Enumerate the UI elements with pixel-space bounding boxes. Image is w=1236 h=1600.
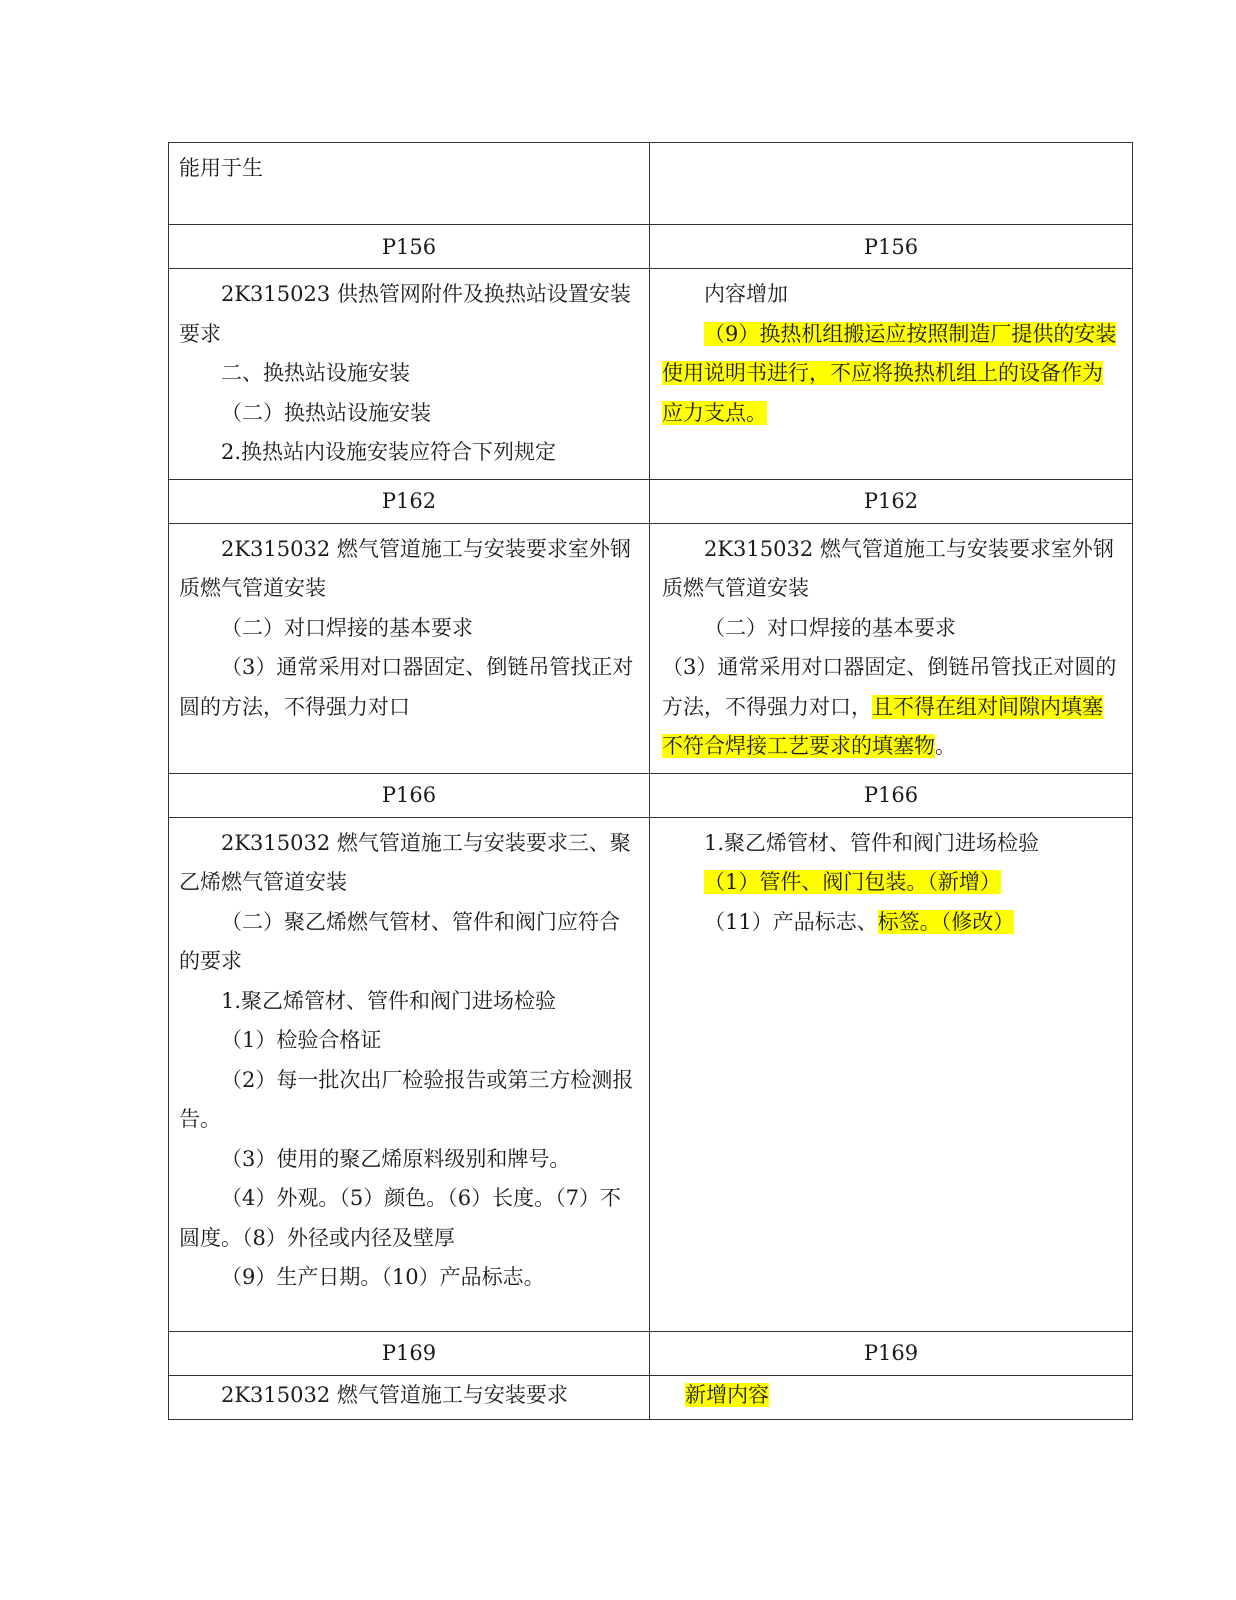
table-row	[169, 523, 1133, 773]
page-reference-row	[169, 773, 1133, 817]
page-ref-right: P166	[650, 773, 1133, 817]
table-row	[169, 269, 1133, 480]
table-cell-left	[169, 1375, 650, 1419]
table-cell-right	[650, 817, 1133, 1331]
page-reference-row	[169, 1331, 1133, 1375]
cell-text: 2K315032 燃气管道施工与安装要求三、聚乙烯燃气管道安装	[179, 830, 631, 894]
cell-text: 2K315032 燃气管道施工与安装要求室外钢质燃气管道安装	[179, 536, 631, 600]
table-cell-right	[650, 143, 1133, 225]
cell-text: （二）对口焊接的基本要求	[221, 615, 473, 640]
highlighted-text: （1）管件、阀门包装。（新增）	[704, 870, 1001, 894]
page-ref-right: P169	[650, 1331, 1133, 1375]
cell-text: 2K315032 燃气管道施工与安装要求室外钢质燃气管道安装	[662, 536, 1114, 600]
cell-text: （4）外观。（5）颜色。（6）长度。（7）不圆度。（8）外径或内径及壁厚	[179, 1186, 621, 1250]
highlighted-text: 标签。（修改）	[877, 909, 1015, 934]
cell-text: （11）产品标志、	[704, 909, 878, 934]
highlighted-text: （9）换热机组搬运应按照制造厂提供的安装使用说明书进行，不应将换热机组上的设备作为应力支点。	[662, 321, 1117, 425]
highlighted-text: 新增内容	[685, 1382, 770, 1407]
cell-text: （2）每一批次出厂检验报告或第三方检测报告。	[179, 1067, 634, 1131]
page-ref-right: P156	[650, 225, 1133, 269]
highlighted-text: 且不得在组对间隙内填塞不符合焊接工艺要求的填塞物	[662, 694, 1103, 758]
table-cell-right	[650, 269, 1133, 480]
cell-text: （二）对口焊接的基本要求	[704, 615, 956, 640]
cell-text: 二、换热站设施安装	[221, 361, 410, 385]
page-ref-right: P162	[650, 479, 1133, 523]
cell-text: 1.聚乙烯管材、管件和阀门进场检验	[221, 988, 557, 1013]
comparison-table	[168, 142, 1133, 1420]
page-ref-left: P166	[169, 773, 650, 817]
page-ref-left: P162	[169, 479, 650, 523]
cell-text: （3）通常采用对口器固定、倒链吊管找正对圆的方法，不得强力对口	[179, 655, 634, 719]
cell-text: 。	[935, 734, 956, 758]
cell-text: （二）聚乙烯燃气管材、管件和阀门应符合的要求	[179, 909, 620, 973]
table-row	[169, 817, 1133, 1331]
cell-text: 1.聚乙烯管材、管件和阀门进场检验	[704, 830, 1040, 855]
table-cell-left	[169, 143, 650, 225]
table-cell-right	[650, 523, 1133, 773]
cell-text: 2K315023 供热管网附件及换热站设置安装要求	[179, 282, 631, 346]
page-ref-left: P169	[169, 1331, 650, 1375]
cell-text: （1）检验合格证	[221, 1028, 382, 1052]
table-cell-left	[169, 523, 650, 773]
cell-text: 内容增加	[704, 282, 788, 306]
cell-text: （二）换热站设施安装	[221, 400, 431, 425]
table-row	[169, 1375, 1133, 1419]
cell-text: （9）生产日期。（10）产品标志。	[221, 1265, 545, 1289]
cell-text: 2.换热站内设施安装应符合下列规定	[221, 440, 557, 464]
table-cell-right	[650, 1375, 1133, 1419]
table-cell-left	[169, 817, 650, 1331]
page-reference-row	[169, 225, 1133, 269]
cell-text: （3）使用的聚乙烯原料级别和牌号。	[221, 1146, 571, 1171]
page-ref-left: P156	[169, 225, 650, 269]
cell-text: 能用于生	[179, 156, 263, 180]
table-row	[169, 143, 1133, 225]
page-reference-row	[169, 479, 1133, 523]
table-cell-left	[169, 269, 650, 480]
cell-text: 2K315032 燃气管道施工与安装要求	[221, 1382, 568, 1407]
cell-text: （3）通常采用对口器固定、倒链吊管找正对圆的方法，不得强力对口，	[662, 655, 1117, 719]
